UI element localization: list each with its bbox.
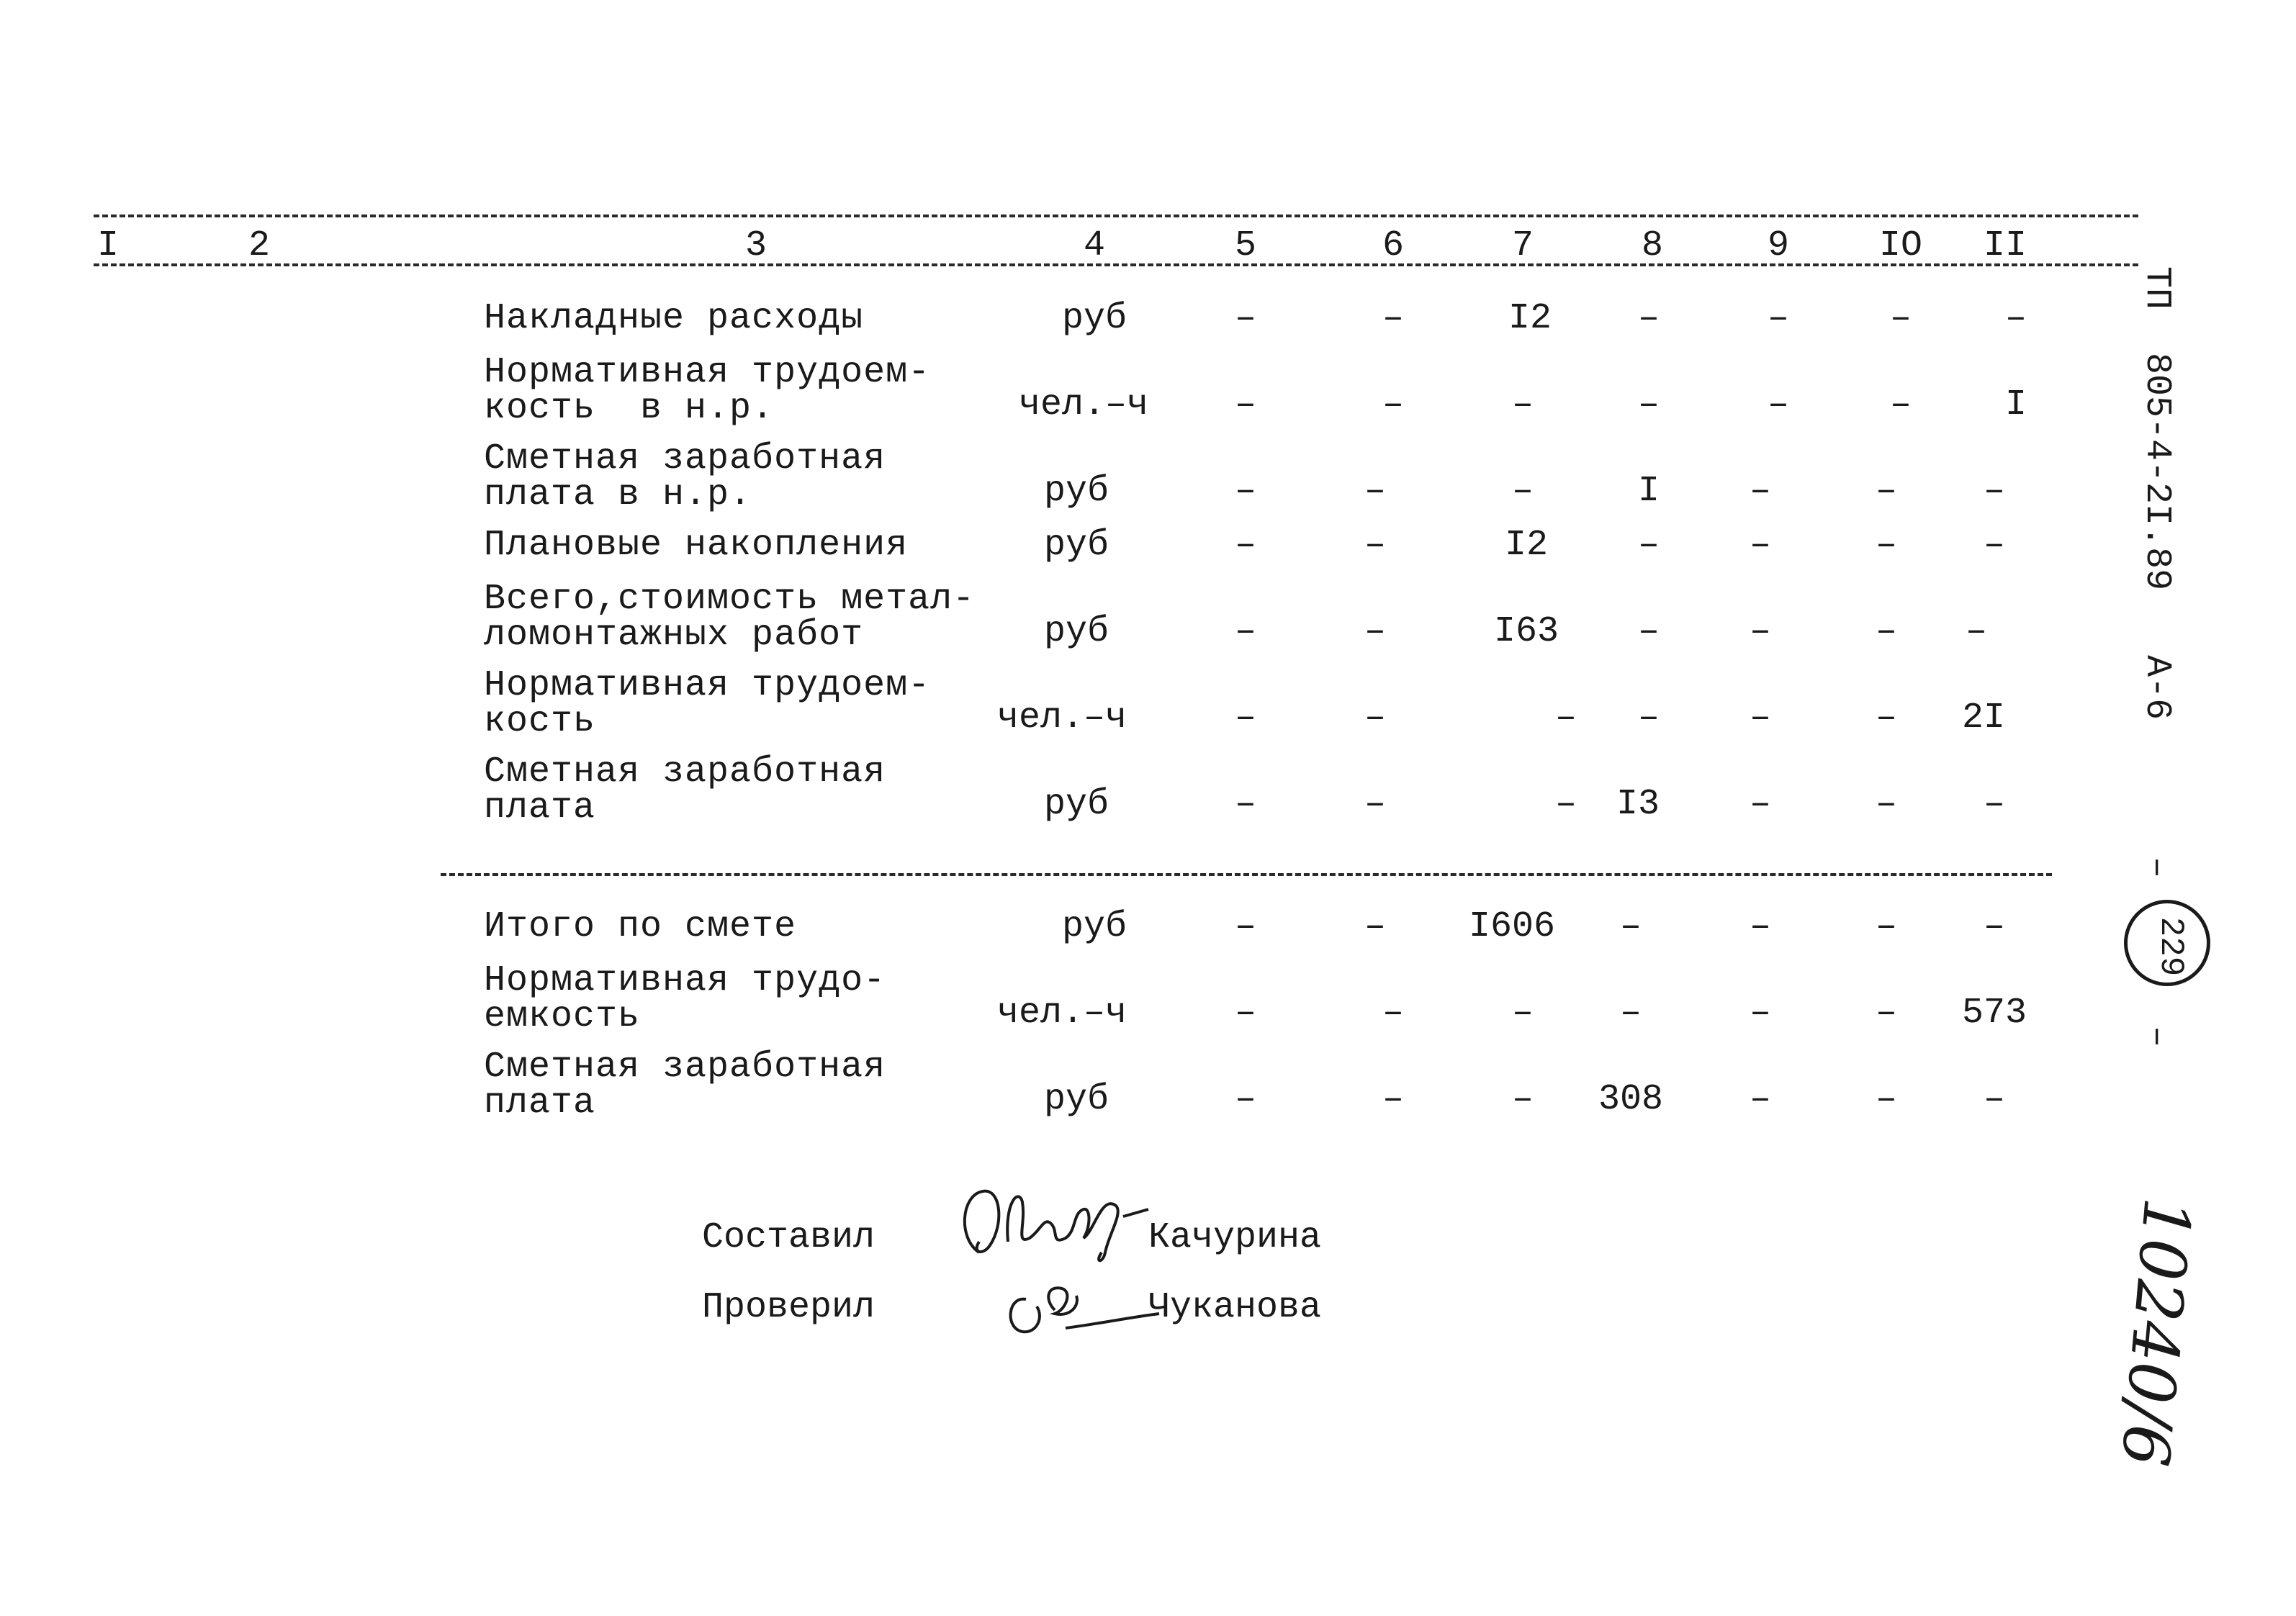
value-cell: – bbox=[1749, 993, 1771, 1034]
column-number: 5 bbox=[1234, 225, 1256, 266]
page-number: 229 bbox=[2152, 916, 2189, 977]
value-cell: – bbox=[1637, 298, 1660, 339]
value-cell: – bbox=[1637, 698, 1660, 739]
value-cell: – bbox=[1382, 384, 1404, 425]
row-label-line: Сметная заработная bbox=[484, 1047, 886, 1088]
row-label-line: Итого по смете bbox=[484, 906, 797, 947]
column-number: 7 bbox=[1511, 225, 1534, 266]
value-cell: – bbox=[2004, 298, 2027, 339]
value-cell: – bbox=[1234, 784, 1256, 825]
row-label-line: кость bbox=[484, 701, 596, 742]
value-cell: – bbox=[1767, 384, 1789, 425]
row-label bbox=[484, 751, 886, 829]
value-cell: – bbox=[1382, 298, 1404, 339]
value-cell: – bbox=[1364, 525, 1386, 566]
row-label bbox=[484, 960, 886, 1037]
row-label bbox=[484, 906, 797, 947]
row-label bbox=[484, 352, 931, 429]
row-label-line: Накладные расходы bbox=[484, 298, 864, 339]
unit-cell: руб bbox=[1043, 611, 1109, 652]
value-cell: – bbox=[1382, 993, 1404, 1034]
value-cell: – bbox=[1875, 471, 1897, 512]
value-cell: I63 bbox=[1493, 611, 1559, 652]
value-cell: – bbox=[1554, 698, 1577, 739]
checked-by-label: Проверил bbox=[702, 1287, 875, 1328]
value-cell: – bbox=[1234, 1079, 1256, 1120]
unit-cell: чел.–ч bbox=[1018, 384, 1149, 425]
unit-cell: руб bbox=[1061, 906, 1127, 947]
value-cell: 308 bbox=[1598, 1079, 1663, 1120]
value-cell: – bbox=[1364, 784, 1386, 825]
value-cell: – bbox=[1889, 298, 1912, 339]
value-cell: – bbox=[1983, 525, 2005, 566]
value-cell: I2 bbox=[1504, 525, 1548, 566]
page-number-circle bbox=[2124, 900, 2210, 986]
row-label bbox=[484, 298, 864, 339]
row-label-line: Нормативная трудо- bbox=[484, 960, 886, 1001]
compiler-name: Качурина bbox=[1148, 1217, 1322, 1258]
value-cell: – bbox=[1875, 698, 1897, 739]
value-cell: – bbox=[1382, 1079, 1404, 1120]
column-number: II bbox=[1983, 225, 2027, 266]
unit-cell: чел.–ч bbox=[996, 698, 1127, 739]
value-cell: – bbox=[1749, 698, 1771, 739]
value-cell: – bbox=[1619, 993, 1642, 1034]
row-label-line: Плановые накопления bbox=[484, 525, 909, 566]
row-label bbox=[484, 665, 931, 742]
value-cell: – bbox=[1554, 784, 1577, 825]
column-number: IO bbox=[1878, 225, 1922, 266]
value-cell: I3 bbox=[1616, 784, 1660, 825]
value-cell: – bbox=[1875, 784, 1897, 825]
value-cell: – bbox=[1875, 611, 1897, 652]
value-cell: – bbox=[1234, 298, 1256, 339]
value-cell: – bbox=[1889, 384, 1912, 425]
row-label-line: емкость bbox=[484, 996, 641, 1037]
value-cell: – bbox=[1749, 611, 1771, 652]
row-label bbox=[484, 438, 886, 515]
column-number: 2 bbox=[248, 225, 270, 266]
value-cell: I2 bbox=[1508, 298, 1552, 339]
row-label-line: Сметная заработная bbox=[484, 438, 886, 479]
column-number: 9 bbox=[1767, 225, 1789, 266]
value-cell: – bbox=[1875, 906, 1897, 947]
value-cell: – bbox=[1965, 611, 1987, 652]
unit-cell: чел.–ч bbox=[996, 993, 1127, 1034]
value-cell: – bbox=[1983, 906, 2005, 947]
value-cell: – bbox=[1637, 384, 1660, 425]
value-cell: 573 bbox=[1961, 993, 2027, 1034]
row-label bbox=[484, 1047, 886, 1124]
row-label-line: Сметная заработная bbox=[484, 751, 886, 793]
value-cell: – bbox=[1749, 1079, 1771, 1120]
totals-separator-rule bbox=[441, 873, 2052, 876]
value-cell: – bbox=[1511, 1079, 1534, 1120]
column-number: 4 bbox=[1083, 225, 1105, 266]
unit-cell: руб bbox=[1043, 471, 1109, 512]
value-cell: – bbox=[1234, 611, 1256, 652]
value-cell: – bbox=[1749, 784, 1771, 825]
value-cell: – bbox=[1749, 471, 1771, 512]
value-cell: 2I bbox=[1961, 698, 2005, 739]
column-number: 8 bbox=[1641, 225, 1663, 266]
row-label-line: Всего,стоимость метал- bbox=[484, 579, 976, 620]
value-cell: – bbox=[1619, 906, 1642, 947]
unit-cell: руб bbox=[1043, 525, 1109, 566]
row-label-line: ломонтажных работ bbox=[484, 615, 864, 656]
value-cell: – bbox=[1875, 1079, 1897, 1120]
value-cell: – bbox=[1511, 993, 1534, 1034]
value-cell: – bbox=[1364, 698, 1386, 739]
side-dash: – bbox=[2136, 1026, 2177, 1048]
value-cell: – bbox=[1749, 525, 1771, 566]
row-label-line: Нормативная трудоем- bbox=[484, 352, 931, 393]
value-cell: – bbox=[1234, 525, 1256, 566]
checker-name: Чуканова bbox=[1148, 1287, 1322, 1328]
value-cell: – bbox=[1875, 525, 1897, 566]
side-dash: – bbox=[2136, 857, 2177, 879]
value-cell: – bbox=[1234, 384, 1256, 425]
value-cell: – bbox=[1364, 906, 1386, 947]
column-number: 6 bbox=[1382, 225, 1404, 266]
value-cell: – bbox=[1875, 993, 1897, 1034]
value-cell: – bbox=[1364, 471, 1386, 512]
value-cell: – bbox=[1637, 525, 1660, 566]
unit-cell: руб bbox=[1043, 784, 1109, 825]
row-label-line: кость в н.р. bbox=[484, 388, 775, 429]
column-number: I bbox=[96, 225, 119, 266]
column-number: 3 bbox=[744, 225, 767, 266]
row-label-line: плата bbox=[484, 787, 596, 829]
row-label bbox=[484, 579, 976, 656]
value-cell: – bbox=[1983, 1079, 2005, 1120]
value-cell: – bbox=[1511, 471, 1534, 512]
value-cell: I bbox=[1637, 471, 1660, 512]
value-cell: – bbox=[1234, 698, 1256, 739]
value-cell: I bbox=[2004, 384, 2027, 425]
inventory-number: 10240/6 bbox=[2106, 1194, 2205, 1470]
value-cell: I606 bbox=[1468, 906, 1556, 947]
header-top-rule bbox=[94, 215, 2138, 217]
value-cell: – bbox=[1234, 906, 1256, 947]
unit-cell: руб bbox=[1043, 1079, 1109, 1120]
unit-cell: руб bbox=[1061, 298, 1127, 339]
checker-signature bbox=[994, 1256, 1166, 1342]
row-label-line: Нормативная трудоем- bbox=[484, 665, 931, 706]
value-cell: – bbox=[1234, 993, 1256, 1034]
compiled-by-label: Составил bbox=[702, 1217, 875, 1258]
document-code: ТП 805-4-2І.89 А-6 bbox=[2136, 266, 2177, 721]
value-cell: – bbox=[1749, 906, 1771, 947]
value-cell: – bbox=[1637, 611, 1660, 652]
value-cell: – bbox=[1983, 471, 2005, 512]
row-label-line: плата bbox=[484, 1083, 596, 1124]
value-cell: – bbox=[1234, 471, 1256, 512]
row-label-line: плата в н.р. bbox=[484, 474, 752, 515]
value-cell: – bbox=[1364, 611, 1386, 652]
value-cell: – bbox=[1983, 784, 2005, 825]
value-cell: – bbox=[1767, 298, 1789, 339]
value-cell: – bbox=[1511, 384, 1534, 425]
row-label bbox=[484, 525, 909, 566]
